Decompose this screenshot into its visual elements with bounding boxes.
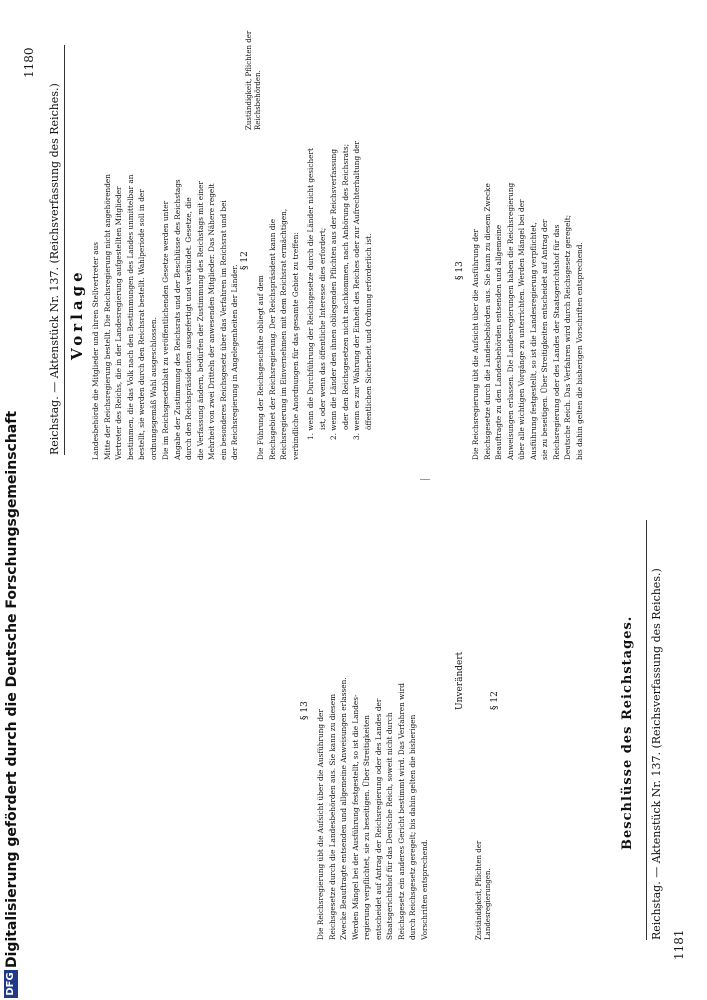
left-margin-note bbox=[245, 31, 263, 130]
text-line: Reichsgesetze durch die Landesbehörden aus. Sie kann zu diesem bbox=[327, 693, 337, 940]
text-line: Mitte der Reichsregierung bestellt. Die Reichsregierung nicht angehörenden bbox=[102, 174, 112, 460]
text-line: Zwecke Beauftragte entsenden und allgemeine Anweisungen erlassen. bbox=[339, 677, 348, 940]
list-item: 1. wenn die Durchführung der Reichsgesetze durch die Länder nicht gesichert ist, oder wenn das öffentliche Interesse dies erfordert; bbox=[306, 148, 327, 440]
text-line: Landesbehörde die Mitglieder und ihren Stellvertreter aus bbox=[91, 241, 100, 460]
text-line: Die Führung der Reichsgeschäfte obliegt auf dem bbox=[256, 275, 265, 460]
text-line: Ausführung festgestellt, so ist die Landesregierung verpflichtet, bbox=[528, 222, 538, 460]
text-line: durch Reichsgesetz geregelt; bis dahin gelten die bisherigen bbox=[408, 714, 417, 940]
text-line: Vorschriften entsprechend. bbox=[419, 839, 429, 940]
text-line: über alle wichtigen Vorgänge zu unterrichten. Werden Mängel bei der bbox=[517, 199, 526, 460]
text-line: verbindliche Anordnungen für das gesamte Gebiet zu treffen: bbox=[290, 232, 300, 460]
dfg-watermark: Digitalisierung gefördert durch die Deutsche Forschungsgemeinschaft bbox=[4, 410, 20, 968]
text-line: sie zu beseitigen. Über Streitigkeiten entscheidet auf Antrag der bbox=[540, 219, 549, 460]
text-line: durch den Reichspräsidenten ausgefertigt und verkündet. Gesetze, die bbox=[184, 197, 193, 460]
text-line: Die Reichsregierung übt die Aufsicht über die Ausführung der bbox=[316, 709, 325, 940]
left-page-header: Reichstag. — Aktenstück Nr. 137. (Reichsverfassung des Reiches.) bbox=[48, 83, 61, 455]
text-line: Staatsgerichtshof für das Deutsche Reich, soweit nicht durch bbox=[385, 712, 394, 940]
left-page-title: Vorlage bbox=[68, 268, 86, 360]
left-s12-block bbox=[255, 140, 301, 460]
text-line: der Reichsregierung in Angelegenheiten der Länder. bbox=[230, 264, 239, 460]
text-line: bestellt, sie werden durch den Reichsrat bestellt. Wahlperiode soll in der bbox=[137, 189, 146, 460]
text-line: Die Reichsregierung übt die Aufsicht über die Ausführung der bbox=[471, 229, 480, 460]
left-section-12: § 12 bbox=[240, 251, 250, 270]
right-page-header: Reichstag. — Aktenstück Nr. 137. (Reichsverfassung des Reiches.) bbox=[650, 568, 663, 940]
text-line: Angabe der Zustimmung des Reichsrats und der Beschlüsse des Reichstags bbox=[172, 179, 182, 460]
text-line: die Verfassung ändern, bedürfen der Zustimmung des Reichstags mit einer bbox=[195, 181, 205, 460]
text-line: Reichsgebiet der Reichsregierung. Der Reichspräsident kann die bbox=[267, 218, 277, 460]
left-paragraph-block bbox=[160, 40, 241, 460]
margin-note-line: Zuständigkeit, Pflichten der bbox=[475, 840, 483, 940]
text-line: Beauftragte zu den Landesbehörden entsenden und allgemeine bbox=[494, 224, 503, 460]
text-line: Mehrheit von zwei Dritteln der anwesenden Mitglieder. Das Nähere regelt bbox=[207, 183, 216, 460]
margin-note-line: Zuständigkeit, Pflichten der bbox=[245, 30, 253, 130]
right-section-12: § 12 bbox=[490, 691, 500, 710]
text-line: Vertreter des Reichs, die in der Landesregierung aufgestellten Mitglieder bbox=[114, 186, 123, 460]
left-header-rule bbox=[64, 45, 65, 455]
right-section-13: § 13 bbox=[300, 701, 310, 720]
text-line: bestimmen, die das Volk nach den Bestimmungen des Landes unmittelbar an bbox=[125, 174, 135, 460]
right-header-rule bbox=[646, 520, 647, 940]
text-line: regierung verpflichtet, sie zu beseitigen. Über Streitigkeiten bbox=[362, 715, 371, 940]
list-item: 2. wenn die Länder den ihnen obliegenden Pflichten aus der Reichsverfassung oder den Reichsgesetzen nicht nachkommen, nach Anhörung des Reichsrats; bbox=[329, 143, 350, 440]
list-item: 3. wenn es zur Wahrung der Einheit des Reiches oder zur Aufrechterhaltung der öffentlichen Sicherheit und Ordnung erforderlich ist. bbox=[352, 141, 373, 440]
text-line: ein besonderes Reichsgesetz über das Verfahren im Reichsrat und bei bbox=[218, 200, 228, 460]
left-page-number: 1180 bbox=[22, 47, 36, 78]
margin-note-line: Reichsbehörden. bbox=[254, 70, 262, 130]
text-line: bis dahin gelten die bisherigen Vorschriften entsprechend. bbox=[574, 242, 584, 460]
text-line: entscheidet auf Antrag der Reichsregierung oder des Landes der bbox=[373, 698, 383, 940]
text-line: Anweisungen erlassen. Die Landesregierungen haben die Reichsregierung bbox=[505, 182, 515, 460]
right-page-number: 1181 bbox=[672, 929, 686, 960]
right-s13-block bbox=[315, 620, 430, 940]
left-items-list bbox=[305, 140, 374, 440]
page-separator bbox=[420, 479, 430, 480]
dfg-logo: DFG bbox=[4, 970, 18, 998]
text-line: Die im Reichsgesetzblatt zu veröffentlichenden Gesetze werden unter bbox=[161, 200, 170, 460]
right-page-title: Beschlüsse des Reichstages. bbox=[620, 615, 635, 850]
text-line: Reichsregierung oder des Landes der Staatsgerichtshof für das bbox=[551, 224, 561, 460]
text-line: Deutsche Reich. Das Verfahren wird durch Reichsgesetz geregelt; bbox=[563, 214, 572, 460]
right-section-12-label: Unverändert bbox=[455, 651, 465, 710]
text-line: Reichsregierung im Einvernehmen mit dem Reichsrat ermächtigen, bbox=[279, 208, 288, 460]
text-line: Reichsgesetz ein anderes Gericht bestimmt wird. Das Verfahren wird bbox=[396, 683, 406, 940]
text-line: Werden Mängel bei der Ausführung festgestellt, so ist die Landes- bbox=[350, 694, 360, 940]
margin-note-line: Landesregierungen. bbox=[484, 868, 492, 940]
text-line: ordnungsgemäß Wahl ausgeschlossen. bbox=[148, 317, 158, 460]
left-s13-block bbox=[470, 140, 585, 460]
text-line: Reichsgesetze durch die Landesbehörden aus. Sie kann zu diesem Zwecke bbox=[482, 183, 492, 460]
left-section-13: § 13 bbox=[455, 261, 465, 280]
right-margin-note bbox=[475, 841, 493, 940]
left-intro-block bbox=[90, 40, 159, 460]
